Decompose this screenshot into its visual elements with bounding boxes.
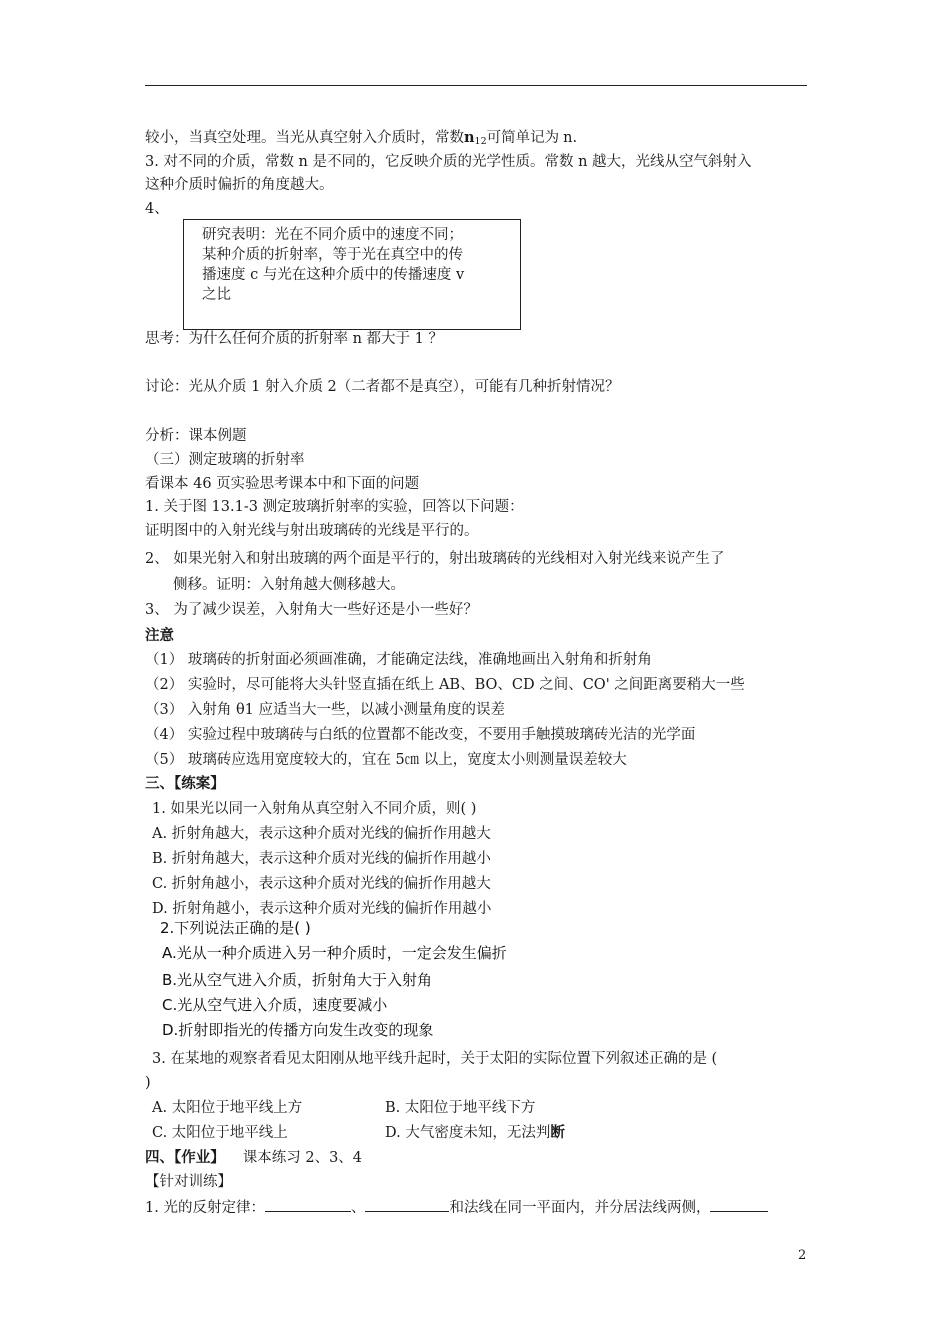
- training-heading: 【针对训练】: [145, 1174, 232, 1190]
- think-question: 思考：为什么任何介质的折射率 n 都大于 1 ？: [145, 331, 443, 347]
- text-span: 1. 光的反射定律：: [145, 1200, 265, 1216]
- text-span: n.: [563, 130, 578, 146]
- text-span: 断: [550, 1124, 565, 1141]
- homework-heading: 四、【作业】: [145, 1149, 225, 1166]
- text-line: [145, 128, 577, 152]
- option-line: B.光从空气进入介质，折射角大于入射角: [162, 971, 433, 989]
- question-line: 3. 在某地的观察者看见太阳刚从地平线升起时，关于太阳的实际位置下列叙述正确的是 (: [152, 1051, 718, 1067]
- option-line: A. 太阳位于地平线上方: [152, 1100, 303, 1116]
- text-line: ): [145, 1075, 151, 1091]
- option-line: C.光从空气进入介质，速度要减小: [162, 996, 388, 1014]
- note-item: （1） 玻璃砖的折射面必须画准确，才能确定法线，准确地画出入射角和折射角: [145, 652, 652, 668]
- text-line: 3、 为了减少误差，入射角大一些好还是小一些好？: [145, 602, 478, 618]
- homework-text: 课本练习 2、3、4: [242, 1150, 363, 1166]
- question-line: 1. 如果光以同一入射角从真空射入不同介质，则( ): [152, 801, 477, 817]
- option-line: A. 折射角越大，表示这种介质对光线的偏折作用越大: [152, 826, 491, 842]
- option-line: D.折射即指光的传播方向发生改变的现象: [162, 1021, 434, 1039]
- blank-field[interactable]: [710, 1197, 768, 1212]
- option-line: C. 太阳位于地平线上: [152, 1125, 288, 1141]
- option-line: D. 折射角越小，表示这种介质对光线的偏折作用越小: [152, 901, 492, 917]
- section-heading: （三）测定玻璃的折射率: [145, 452, 305, 468]
- note-item: （3） 入射角 θ1 应适当大一些，以减小测量角度的误差: [145, 702, 506, 718]
- text-span: 、: [350, 1200, 366, 1216]
- page-number: 2: [798, 1248, 807, 1263]
- header-rule: [145, 85, 807, 86]
- analysis-line: 分析：课本例题: [145, 428, 247, 444]
- homework-line: [145, 1148, 362, 1168]
- note-item: （4） 实验过程中玻璃砖与白纸的位置都不能改变，不要用手触摸玻璃砖光洁的光学面: [145, 727, 696, 743]
- textbox-line: 某种介质的折射率，等于光在真空中的传: [202, 247, 463, 263]
- question-line: 2.下列说法正确的是( ): [160, 919, 311, 937]
- text-line: 2、 如果光射入和射出玻璃的两个面是平行的，射出玻璃砖的光线相对入射光线来说产生了: [145, 551, 725, 567]
- text-line: 侧移。证明：入射角越大侧移越大。: [173, 577, 405, 593]
- option-line: [385, 1123, 565, 1143]
- practice-heading: 三、【练案】: [145, 775, 225, 792]
- option-line: B. 太阳位于地平线下方: [385, 1100, 536, 1116]
- symbol-n: n: [464, 129, 475, 146]
- text-line: 1. 关于图 13.1-3 测定玻璃折射率的实验，回答以下问题：: [145, 499, 524, 515]
- text-span: D. 大气密度未知，无法判: [385, 1125, 551, 1141]
- text-span: 较小，当真空处理。当光从真空射入介质: [145, 130, 406, 146]
- blank-field[interactable]: [265, 1197, 351, 1212]
- option-line: A.光从一种介质进入另一种介质时，一定会发生偏折: [162, 944, 507, 962]
- note-heading: 注意: [145, 627, 174, 644]
- discuss-question: 讨论：光从介质 1 射入介质 2（二者都不是真空），可能有几种折射情况？: [145, 379, 620, 395]
- textbox-line: 播速度 c 与光在这种介质中的传播速度 v: [202, 267, 465, 283]
- text-line: 3. 对不同的介质，常数 n 是不同的，它反映介质的光学性质。常数 n 越大，光线从空气斜射入: [145, 154, 752, 170]
- option-line: C. 折射角越小，表示这种介质对光线的偏折作用越大: [152, 876, 491, 892]
- text-line: 4、: [145, 201, 169, 217]
- text-span: 可简单记为: [486, 130, 560, 146]
- research-textbox: [183, 219, 521, 330]
- option-line: B. 折射角越大，表示这种介质对光线的偏折作用越小: [152, 851, 491, 867]
- text-line: 看课本 46 页实验思考课本中和下面的问题: [145, 476, 420, 492]
- text-line: 证明图中的入射光线与射出玻璃砖的光线是平行的。: [145, 523, 479, 539]
- blank-field[interactable]: [365, 1197, 449, 1212]
- textbox-line: 研究表明：光在不同介质中的速度不同；: [202, 227, 463, 243]
- scanned-question-image: [160, 914, 550, 1040]
- text-span: 和法线在同一平面内，并分居法线两侧，: [449, 1200, 711, 1216]
- subscript: 12: [474, 136, 487, 147]
- text-line: 这种介质时偏折的角度越大。: [145, 177, 334, 193]
- textbox-line: 之比: [202, 287, 231, 303]
- note-item: （2） 实验时，尽可能将大头针竖直插在纸上 AB、BO、CD 之间、CO' 之间距离要稍大一些: [145, 677, 745, 693]
- note-item: （5） 玻璃砖应选用宽度较大的，宜在 5㎝ 以上，宽度太小则测量误差较大: [145, 752, 627, 768]
- fill-blank-line: [145, 1197, 768, 1218]
- text-span: 时，常数: [406, 130, 464, 146]
